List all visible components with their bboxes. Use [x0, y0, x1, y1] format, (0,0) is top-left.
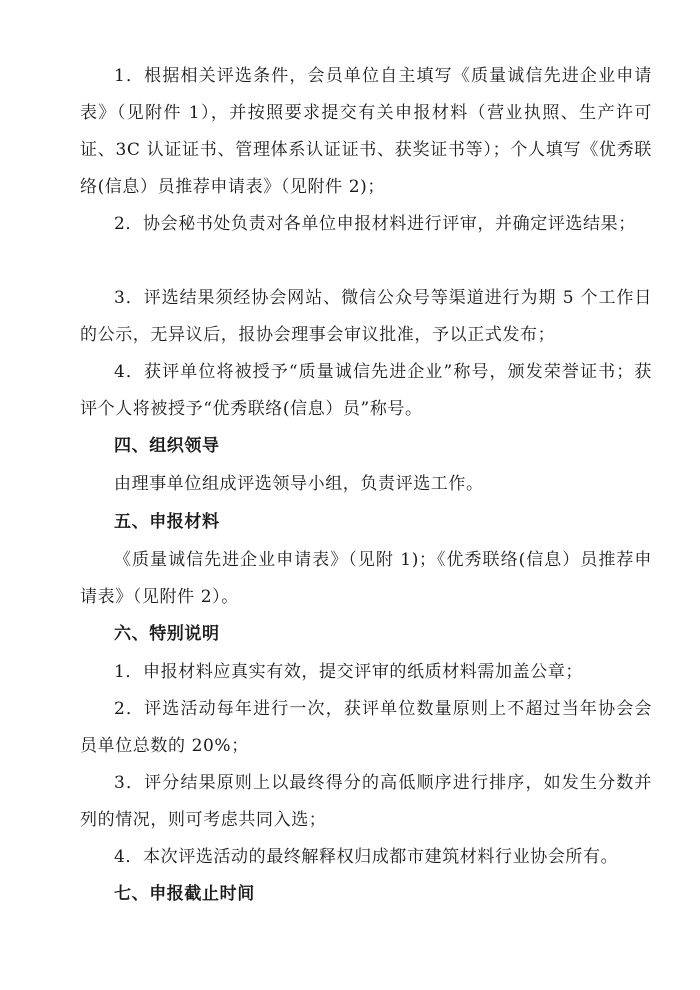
- special-note-item-4: 4．本次评选活动的最终解释权归成都市建筑材料行业协会所有。: [114, 847, 619, 867]
- paragraph-materials: 《质量诚信先进企业申请表》（见附 1)；《优秀联络(信息）员推荐申请表》（见附件 2）。: [80, 550, 652, 607]
- paragraph-procedure-4: 4．获评单位将被授予“质量诚信先进企业”称号，颁发荣誉证书；获评个人将被授予“优秀联络(信息）员”称号。: [80, 362, 652, 419]
- paragraph-organization: 由理事单位组成评选领导小组，负责评选工作。: [114, 474, 484, 494]
- special-note-item-2: 2．评选活动每年进行一次，获评单位数量原则上不超过当年协会会员单位总数的 20%；: [80, 699, 652, 756]
- paragraph-procedure-3: 3．评选结果须经协会网站、微信公众号等渠道进行为期 5 个工作日的公示，无异议后，报协会理事会审议批准，予以正式发布；: [80, 288, 652, 345]
- section-heading-special-notes: 六、特别说明: [114, 624, 220, 644]
- paragraph-procedure-1: 1．根据相关评选条件，会员单位自主填写《质量诚信先进企业申请表》（见附件 1），并按照要求提交有关申报材料（营业执照、生产许可证、3C 认证证书、管理体系认证证书、获奖证书等）；个人填写《优秀联络(信息）员推荐申请表》（见附件 2)；: [80, 66, 652, 197]
- section-heading-materials: 五、申报材料: [114, 512, 220, 532]
- paragraph-procedure-2: 2．协会秘书处负责对各单位申报材料进行评审，并确定评选结果；: [114, 214, 636, 234]
- special-note-item-3: 3．评分结果原则上以最终得分的高低顺序进行排序，如发生分数并列的情况，则可考虑共同入选；: [80, 773, 652, 830]
- section-heading-deadline: 七、申报截止时间: [114, 884, 255, 904]
- special-note-item-1: 1．申报材料应真实有效，提交评审的纸质材料需加盖公章；: [114, 662, 584, 682]
- section-heading-organization: 四、组织领导: [114, 436, 220, 456]
